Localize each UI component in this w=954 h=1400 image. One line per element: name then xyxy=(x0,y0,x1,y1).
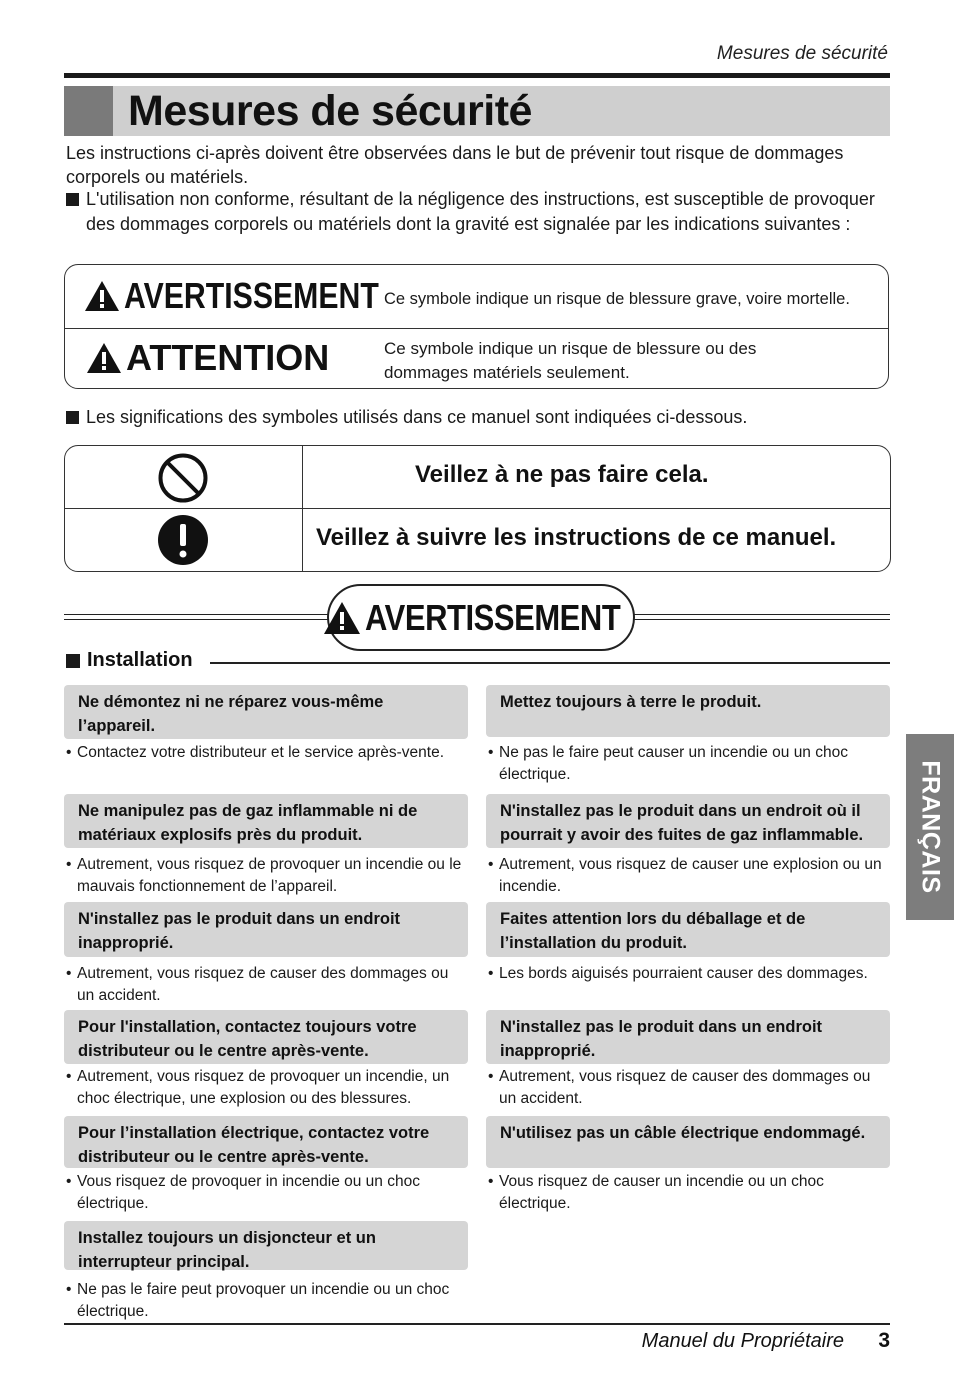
mandatory-meaning: Veillez à suivre les instructions de ce manuel. xyxy=(316,524,837,551)
warning-description: Ce symbole indique un risque de blessure grave, voire mortelle. xyxy=(384,290,850,308)
intro-paragraph: Les instructions ci-après doivent être observées dans le but de prévenir tout risque de dommages corporels ou matériels. xyxy=(66,143,844,187)
section-rule xyxy=(210,662,890,664)
warning-banner: AVERTISSEMENT xyxy=(327,584,635,651)
instruction-note: • Autrement, vous risquez de causer des dommages ou un accident. xyxy=(66,965,449,1004)
installation-heading: Installation xyxy=(66,649,193,672)
caution-heading: ATTENTION xyxy=(86,337,329,379)
running-header: Mesures de sécurité xyxy=(716,43,888,64)
warning-triangle-icon xyxy=(323,601,361,635)
instruction-note: • Vous risquez de provoquer in incendie ou un choc électrique. xyxy=(66,1173,420,1212)
instruction-note: • Autrement, vous risquez de causer des dommages ou un accident. xyxy=(488,1068,871,1107)
instruction-box: N'installez pas le produit dans un endroit où il pourrait y avoir des fuites de gaz inflammable. xyxy=(486,794,890,848)
instruction-box: Faites attention lors du déballage et de l’installation du produit. xyxy=(486,902,890,957)
instruction-note: • Autrement, vous risquez de provoquer un incendie, un choc électrique, une explosion ou des blessures. xyxy=(66,1068,450,1107)
footer-manual-title: Manuel du Propriétaire xyxy=(641,1330,844,1352)
square-bullet-icon xyxy=(66,193,79,206)
instruction-box: Mettez toujours à terre le produit. xyxy=(486,685,890,737)
instruction-box: N'utilisez pas un câble électrique endommagé. xyxy=(486,1116,890,1168)
instruction-note: • Ne pas le faire peut causer un incendie ou un choc électrique. xyxy=(488,744,848,783)
title-marker xyxy=(64,86,113,136)
instruction-note: • Autrement, vous risquez de provoquer un incendie ou le mauvais fonctionnement de l’appareil. xyxy=(66,856,462,895)
square-bullet-icon xyxy=(66,411,79,424)
language-tab: FRANÇAIS xyxy=(906,734,954,920)
instruction-note: • Contactez votre distributeur et le service après-vente. xyxy=(66,744,445,761)
warning-heading: AVERTISSEMENT xyxy=(84,275,427,317)
prohibited-meaning: Veillez à ne pas faire cela. xyxy=(415,461,709,488)
instruction-note: • Autrement, vous risquez de causer une explosion ou un incendie. xyxy=(488,856,882,895)
severity-legend xyxy=(64,264,889,389)
top-rule xyxy=(64,73,890,78)
prohibited-icon xyxy=(157,452,209,504)
banner-rule-left xyxy=(64,614,328,620)
page-number: 3 xyxy=(878,1329,890,1352)
instruction-box: Pour l'installation, contactez toujours votre distributeur ou le centre après-vente. xyxy=(64,1010,468,1064)
warning-triangle-icon xyxy=(84,280,120,312)
caution-description: Ce symbole indique un risque de blessure ou des dommages matériels seulement. xyxy=(384,339,757,382)
banner-rule-right xyxy=(634,614,890,620)
instruction-note: • Vous risquez de causer un incendie ou un choc électrique. xyxy=(488,1173,824,1212)
instruction-box: Pour l’installation électrique, contactez votre distributeur ou le centre après-vente. xyxy=(64,1116,468,1168)
instruction-box: N'installez pas le produit dans un endroit inapproprié. xyxy=(486,1010,890,1064)
instruction-note: • Les bords aiguisés pourraient causer des dommages. xyxy=(488,965,868,982)
caution-triangle-icon xyxy=(86,342,122,374)
legend-divider xyxy=(65,328,888,329)
symbol-meanings xyxy=(64,445,891,572)
instruction-note: • Ne pas le faire peut provoquer un incendie ou un choc électrique. xyxy=(66,1281,450,1320)
instruction-box: Ne manipulez pas de gaz inflammable ni de matériaux explosifs près du produit. xyxy=(64,794,468,848)
instruction-box: N'installez pas le produit dans un endroit inapproprié. xyxy=(64,902,468,957)
instruction-box: Installez toujours un disjoncteur et un interrupteur principal. xyxy=(64,1221,468,1270)
instruction-box: Ne démontez ni ne réparez vous-même l’appareil. xyxy=(64,685,468,739)
page-title: Mesures de sécurité xyxy=(128,87,532,135)
mandatory-icon xyxy=(157,514,209,566)
symbol-row-divider xyxy=(65,508,890,509)
title-bar xyxy=(64,86,890,136)
symbols-paragraph: Les significations des symboles utilisés dans ce manuel sont indiquées ci-dessous. xyxy=(66,405,896,430)
misuse-paragraph: L'utilisation non conforme, résultant de la négligence des instructions, est susceptible de provoquer des dommages corporels ou matériels dont la gravité est signalée par les indications suivantes : xyxy=(66,187,896,236)
footer-rule xyxy=(64,1323,890,1325)
square-bullet-icon xyxy=(66,654,80,668)
